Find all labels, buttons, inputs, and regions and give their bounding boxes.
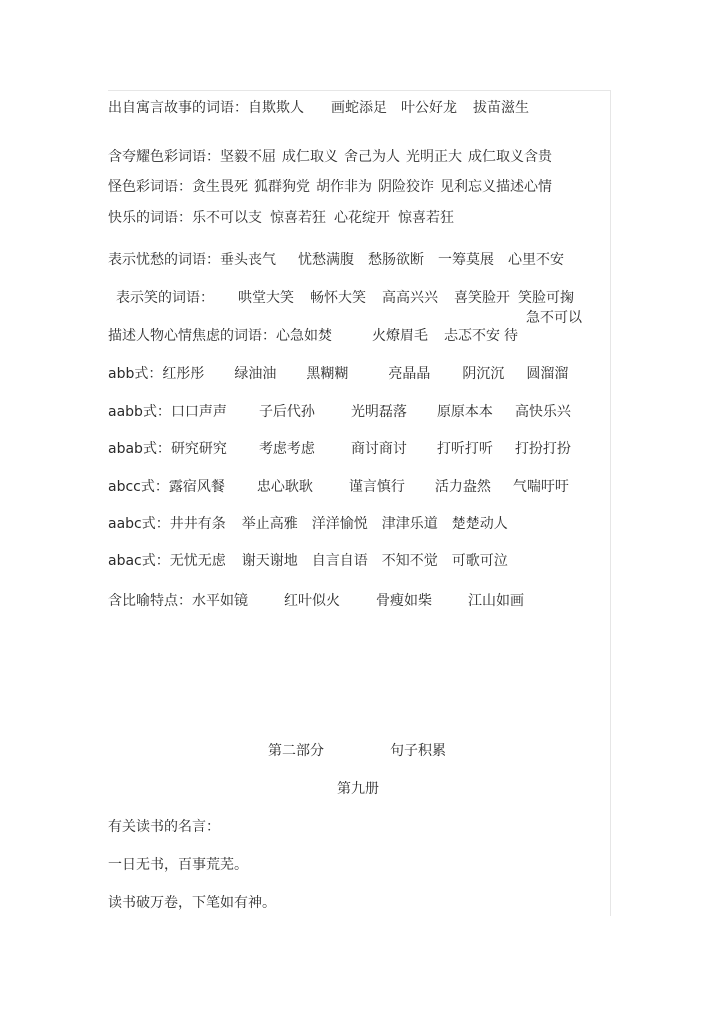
abac-prefix: abac [108, 553, 142, 569]
aabb-word: 高快乐兴 [514, 404, 571, 420]
laugh-word: 笑脸可掬 [518, 290, 574, 306]
abab-prefix: abab [108, 441, 143, 457]
anxious-word: 待 [504, 328, 518, 344]
blame-word: 阴险狡诈 [378, 179, 434, 195]
abb-word: 绿油油 [234, 366, 277, 382]
reading-quotes-heading: 有关读书的名言： [108, 819, 220, 835]
fable-word: 自欺欺人 [248, 100, 304, 116]
praise-word: 成仁取义含贵 [468, 149, 552, 165]
abac-words-line [108, 552, 508, 570]
abcc-word: 活力盎然 [434, 479, 491, 495]
blame-word: 见利忘义描述心情 [440, 179, 552, 195]
sad-words-line [108, 251, 564, 269]
abab-label: 式： [142, 441, 171, 457]
aabb-word: 光明磊落 [350, 404, 407, 420]
aabc-word: 举止高雅 [241, 516, 298, 532]
aabc-label: 式： [141, 516, 170, 532]
laugh-word: 哄堂大笑 [238, 290, 294, 306]
abcc-word: 气喘吁吁 [512, 479, 569, 495]
fable-word: 叶公好龙 [401, 100, 457, 116]
abcc-words-line [108, 478, 569, 496]
fable-label: 出自寓言故事的词语： [108, 100, 248, 116]
aabc-word: 洋洋愉悦 [311, 516, 368, 532]
abab-word: 商讨商讨 [350, 441, 407, 457]
praise-label: 含夸耀色彩词语： [108, 149, 220, 165]
abcc-label: 式： [140, 479, 169, 495]
sad-word: 忧愁满腹 [298, 252, 354, 268]
abcc-word: 忠心耿耿 [256, 479, 313, 495]
aabb-word: 子后代孙 [258, 404, 315, 420]
laugh-word: 喜笑脸开 [454, 290, 510, 306]
abab-word: 打扮打扮 [514, 441, 571, 457]
blame-label: 怪色彩词语： [108, 179, 192, 195]
abab-word: 打听打听 [436, 441, 493, 457]
abac-word: 谢天谢地 [241, 553, 298, 569]
praise-word: 坚毅不屈 [220, 149, 276, 165]
abb-word: 黑糊糊 [306, 366, 349, 382]
abb-prefix: abb [108, 366, 135, 382]
laugh-words-line [116, 289, 574, 307]
frame-right-line [610, 90, 611, 916]
laugh-word: 高高兴兴 [382, 290, 438, 306]
blame-words-line [108, 178, 552, 196]
abab-words-line [108, 440, 571, 458]
abab-word: 考虑考虑 [258, 441, 315, 457]
happy-word: 乐不可以支 [192, 210, 262, 226]
simile-label: 含比喻特点： [108, 593, 192, 609]
laugh-wrap-text: 急不可以 [526, 310, 582, 326]
anxious-word: 忐忑不安 [444, 328, 500, 344]
blame-word: 狐群狗党 [254, 179, 310, 195]
happy-word: 惊喜若狂 [270, 210, 326, 226]
simile-words-line [108, 592, 524, 610]
laugh-label: 表示笑的词语： [116, 290, 214, 306]
blame-word: 贪生畏死 [192, 179, 248, 195]
blame-word: 胡作非为 [316, 179, 372, 195]
volume-heading: 第九册 [337, 781, 379, 797]
praise-word: 光明正大 [406, 149, 462, 165]
section-title: 句子积累 [390, 743, 446, 759]
abcc-prefix: abcc [108, 479, 141, 495]
simile-word: 水平如镜 [192, 593, 248, 609]
abac-label: 式： [141, 553, 170, 569]
anxious-word: 火燎眉毛 [372, 328, 428, 344]
abb-word: 圆溜溜 [526, 366, 569, 382]
abcc-word: 露宿风餐 [168, 479, 225, 495]
happy-word: 惊喜若狂 [398, 210, 454, 226]
sad-word: 一筹莫展 [438, 252, 494, 268]
aabb-word: 原原本本 [436, 404, 493, 420]
fable-word: 拔苗滋生 [473, 100, 529, 116]
sad-label: 表示忧愁的词语： [108, 252, 220, 268]
anxious-label: 描述人物心情焦虑的词语： [108, 328, 276, 344]
abb-word: 红彤彤 [162, 366, 205, 382]
aabc-word: 津津乐道 [381, 516, 438, 532]
aabc-word: 楚楚动人 [451, 516, 508, 532]
part-heading: 第二部分 [268, 743, 324, 759]
abb-word: 阴沉沉 [462, 366, 505, 382]
abac-word: 自言自语 [311, 553, 368, 569]
anxious-word: 心急如焚 [276, 328, 332, 344]
abb-words-line [108, 365, 568, 383]
anxious-words-line [108, 327, 518, 345]
abab-word: 研究研究 [170, 441, 227, 457]
praise-word: 成仁取义 [282, 149, 338, 165]
simile-word: 骨瘦如柴 [376, 593, 432, 609]
fable-words-line [108, 99, 529, 117]
happy-word: 心花绽开 [334, 210, 390, 226]
praise-words-line [108, 148, 552, 166]
frame-top-line [108, 90, 611, 91]
happy-words-line [108, 209, 454, 227]
abcc-word: 谨言慎行 [348, 479, 405, 495]
abb-word: 亮晶晶 [388, 366, 431, 382]
aabb-word: 口口声声 [170, 404, 227, 420]
simile-word: 江山如画 [468, 593, 524, 609]
aabb-label: 式： [142, 404, 171, 420]
sad-word: 愁肠欲断 [368, 252, 424, 268]
fable-word: 画蛇添足 [331, 100, 387, 116]
aabb-prefix: aabb [108, 404, 143, 420]
abac-word: 无忧无虑 [169, 553, 226, 569]
aabc-prefix: aabc [108, 516, 142, 532]
simile-word: 红叶似火 [284, 593, 340, 609]
sad-word: 心里不安 [508, 252, 564, 268]
abb-label: 式： [134, 366, 163, 382]
aabb-words-line [108, 403, 571, 421]
aabc-words-line [108, 515, 508, 533]
praise-word: 舍己为人 [344, 149, 400, 165]
abac-word: 可歌可泣 [451, 553, 508, 569]
abac-word: 不知不觉 [381, 553, 438, 569]
happy-label: 快乐的词语： [108, 210, 192, 226]
aabc-word: 井井有条 [169, 516, 226, 532]
quote-line: 读书破万卷，下笔如有神。 [108, 895, 276, 911]
sad-word: 垂头丧气 [220, 252, 276, 268]
laugh-word: 畅怀大笑 [310, 290, 366, 306]
quote-line: 一日无书，百事荒芜。 [108, 857, 248, 873]
